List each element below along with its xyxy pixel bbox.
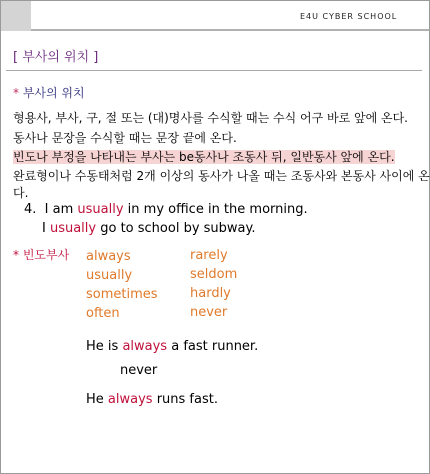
title-divider (6, 70, 422, 71)
adverb-highlight: usually (77, 202, 124, 217)
frequency-adverb-label: * 빈도부사 (13, 248, 70, 262)
adverb-word: hardly (190, 286, 231, 301)
rule-line-4: 완료형이나 수동태처럼 2개 이상의 동사가 나올 때는 조동사와 본동사 사이에 온다. (13, 169, 430, 200)
sentence-2: He always runs fast. (86, 392, 218, 407)
example-line-2: I usually go to school by subway. (42, 221, 256, 236)
adverb-word: often (86, 306, 120, 321)
section-subtitle (13, 84, 85, 101)
page-title: [ 부사의 위치 ] (13, 50, 99, 65)
adverb-highlight: always (107, 392, 153, 407)
school-name: E4U CYBER SCHOOL (300, 12, 398, 21)
header-corner-block (1, 1, 31, 31)
header-divider (31, 29, 429, 31)
example-line-1: 4. I am usually in my office in the morning. (24, 202, 308, 217)
star-bullet: * (13, 86, 19, 100)
adverb-highlight: usually (49, 221, 97, 236)
example-number: 4. (24, 202, 37, 217)
adverb-word: sometimes (86, 287, 158, 302)
rule-line-1: 형용사, 부사, 구, 절 또는 (대)명사를 수식할 때는 수식 어구 바로 앞에 온다. (13, 111, 408, 125)
adverb-highlight: always (122, 339, 168, 354)
adverb-word: always (86, 249, 131, 264)
adverb-word: rarely (190, 248, 228, 263)
adverb-word: seldom (190, 267, 238, 282)
adverb-word: never (190, 305, 228, 320)
rule-line-3 (13, 148, 395, 165)
adverb-word: usually (86, 268, 133, 283)
rule-line-2: 동사나 문장을 수식할 때는 문장 끝에 온다. (13, 131, 237, 145)
subtitle-text: 부사의 위치 (22, 86, 85, 100)
rule-highlight: 빈도나 부정을 나타내는 부사는 be동사나 조동사 뒤, 일반동사 앞에 온다. (13, 150, 395, 164)
sentence-1: He is always a fast runner. (86, 339, 259, 354)
replacement-adverb: never (120, 363, 158, 378)
